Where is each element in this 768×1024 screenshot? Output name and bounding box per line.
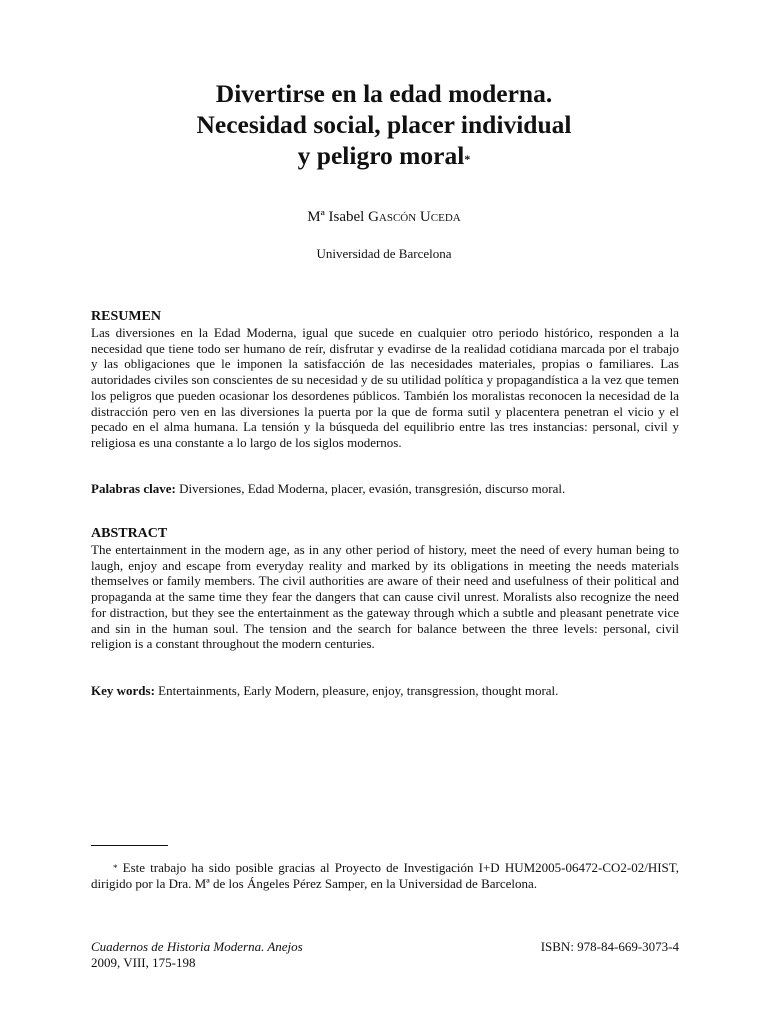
- author-surname: Gascón Uceda: [368, 209, 461, 225]
- resumen-body: Las diversiones en la Edad Moderna, igual que sucede en cualquier otro periodo histórico, responden a la necesidad que tiene todo ser humano de reír, disfrutar y evadirse de la realidad cotidiana marcada por el trabajo y las obligaciones que le imponen la satisfacción de las necesidades materiales, propias o familiares. Las autoridades civiles son conscientes de su necesidad y de su utilidad política y propagandística a la vez que temen los peligros que pueden ocasionar los desordenes públicos. También los moralistas reconocen la necesidad de la distracción pero ven en las diversiones la puerta por la que de forma sutil y placentera penetran el vicio y el pecado en el alma humana. La tensión y la búsqueda del equilibrio entre las tres instancias: personal, civil y religiosa es una constante a lo largo de los siglos modernos.: [91, 325, 679, 450]
- journal-issue: 2009, VIII, 175-198: [91, 955, 196, 970]
- isbn: ISBN: 978-84-669-3073-4: [540, 939, 679, 954]
- footnote: [91, 860, 679, 892]
- resumen-section: [91, 309, 679, 451]
- palabras-clave: [91, 481, 679, 497]
- journal-name: Cuadernos de Historia Moderna. Anejos: [91, 939, 303, 954]
- title-line-3: [0, 140, 768, 171]
- key-words-label: Key words:: [91, 683, 155, 698]
- abstract-body: The entertainment in the modern age, as in any other period of history, meet the need of every human being to laugh, enjoy and escape from everyday reality and marked by its obligations in meeting the needs materials themselves or family members. The civil authorities are aware of their need and usefulness of their political and propaganda at the same time they fear the dangers that can cause civil unrest. Moralists also recognize the need for distraction, but they see the entertainment as the gateway through which a subtle and pleasant penetrate vice and sin in the human soul. The tension and the search for balance between the three levels: personal, civil religion is a constant throughout the modern centuries.: [91, 542, 679, 652]
- resumen-heading: RESUMEN: [91, 309, 162, 324]
- footnote-marker: *: [113, 863, 118, 873]
- palabras-clave-label: Palabras clave:: [91, 481, 176, 496]
- author-affiliation: Universidad de Barcelona: [316, 246, 452, 261]
- title-line-2: Necesidad social, placer individual: [196, 110, 572, 139]
- footnote-text: Este trabajo ha sido posible gracias al Proyecto de Investigación I+D HUM2005-06472-CO2-02/HIST, dirigido por la Dra. Mª de los Ángeles Pérez Samper, en la Universidad de Barcelona.: [91, 860, 679, 891]
- palabras-clave-value: Diversiones, Edad Moderna, placer, evasión, transgresión, discurso moral.: [175, 481, 566, 496]
- author-given-name: Mª Isabel: [307, 209, 369, 225]
- footer-citation: [91, 939, 303, 971]
- abstract-section: [91, 526, 679, 652]
- article-title: [0, 78, 768, 171]
- author-name: [0, 209, 768, 226]
- footnote-separator: [91, 845, 168, 846]
- abstract-heading: ABSTRACT: [91, 526, 168, 541]
- key-words-value: Entertainments, Early Modern, pleasure, enjoy, transgression, thought moral.: [154, 683, 559, 698]
- title-line-3-text: y peligro moral: [297, 141, 465, 170]
- key-words: [91, 683, 679, 699]
- title-footnote-marker: *: [464, 152, 471, 166]
- title-line-1: Divertirse en la edad moderna.: [215, 79, 553, 108]
